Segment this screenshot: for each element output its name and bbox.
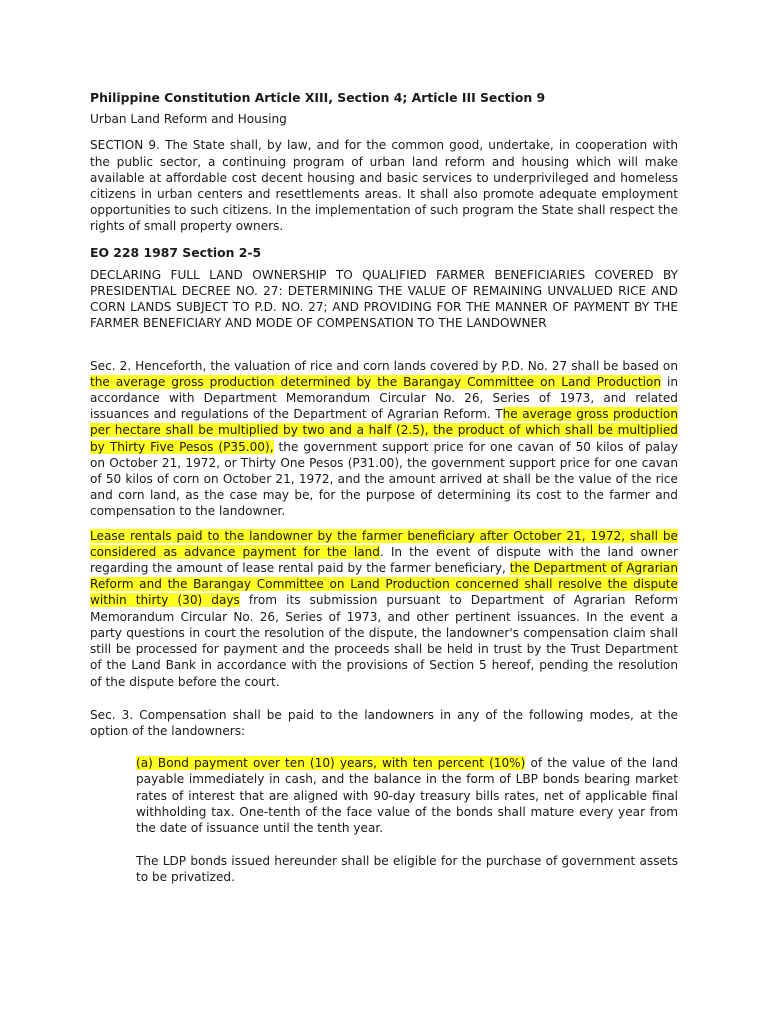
ldp-bonds-paragraph: The LDP bonds issued hereunder shall be eligible for the purchase of government assets to be privatized. — [136, 854, 678, 885]
sec-2-text-2: in accordance with Department Memorandum Circular No. 26, Series of 1973, and related issuances and regulations of the Department of Agrarian Reform. T — [90, 374, 679, 422]
sec-2-text-3: the government support price for one cavan of 50 kilos of palay on October 21, 1972, or Thirty One Pesos (P31.00), the government support price for one cavan of 50 kilos of corn on October 21, 1972, and the amount arrived at shall be the value of the rice and corn land, as the case may be, for the purpose of determining its cost to the farmer and compensation to the landowner. — [90, 439, 678, 519]
lease-text-2: from its submission pursuant to Department of Agrarian Reform Memorandum Circular No. 26, Series of 1973, and other pertinent issuances. In the event a party questions in court the resolution of the dispute, the landowner's compensation claim shall still be processed for payment and the proceeds shall be held in trust by the Trust Department of the Land Bank in accordance with the provisions of Section 5 hereof, pending the resolution of the dispute before the court. — [90, 593, 678, 689]
highlight-bond-payment: (a) Bond payment over ten (10) years, with ten percent (10%) — [136, 756, 526, 771]
page-title: Philippine Constitution Article XIII, Section 4; Article III Section 9 — [90, 90, 546, 105]
highlight-multiplier: he average gross production per hectare shall be multiplied by two and a half (2.5), the product of which shall be multiplied by Thirty Five Pesos (P35.00), — [90, 407, 678, 454]
lease-rentals-paragraph — [90, 528, 678, 690]
document-body — [90, 90, 678, 886]
lease-text-1: . In the event of dispute with the land owner regarding the amount of lease rental paid by the farmer beneficiary, — [90, 544, 678, 576]
bond-text-1: of the value of the land payable immediately in cash, and the balance in the form of LBP bonds bearing market rates of interest that are aligned with 90-day treasury bills rates, net of applicable final withholding tax. One-tenth of the face value of the bonds shall mature every year from the date of issuance until the tenth year. — [136, 756, 678, 835]
highlight-lease-rentals: Lease rentals paid to the landowner by the farmer beneficiary after October 21, 1972, shall be considered as advance payment for the land — [90, 528, 678, 559]
sec-2-paragraph — [90, 358, 678, 520]
highlight-dispute-resolution: the Department of Agrarian Reform and the Barangay Committee on Land Production concerned shall resolve the dispute within thirty (30) days — [90, 561, 678, 608]
declaring-paragraph: DECLARING FULL LAND OWNERSHIP TO QUALIFIED FARMER BENEFICIARIES COVERED BY PRESIDENTIAL DECREE NO. 27: DETERMINING THE VALUE OF REMAINING UNVALUED RICE AND CORN LANDS SUBJECT TO P.D. NO. 27; AND PROVIDING FOR THE MANNER OF PAYMENT BY THE FARMER BENEFICIARY AND MODE OF COMPENSATION TO THE LANDOWNER — [90, 267, 678, 331]
sec-2-text-1: Sec. 2. Henceforth, the valuation of rice and corn lands covered by P.D. No. 27 shall be based on — [90, 358, 678, 373]
sec-3-paragraph: Sec. 3. Compensation shall be paid to the landowners in any of the following modes, at the option of the landowners: — [90, 707, 678, 738]
bond-payment-paragraph — [136, 755, 678, 836]
section-9-paragraph: SECTION 9. The State shall, by law, and for the common good, undertake, in cooperation with the public sector, a continuing program of urban land reform and housing which will make available at affordable cost decent housing and basic services to underprivileged and homeless citizens in urban centers and resettlements areas. It shall also promote adequate employment opportunities to such citizens. In the implementation of such program the State shall respect the rights of small property owners. — [90, 138, 678, 234]
eo-228-heading: EO 228 1987 Section 2-5 — [90, 244, 262, 260]
highlight-gross-production: the average gross production determined by the Barangay Committee on Land Production — [90, 374, 662, 389]
subheading-urban-land-reform: Urban Land Reform and Housing — [90, 112, 287, 127]
